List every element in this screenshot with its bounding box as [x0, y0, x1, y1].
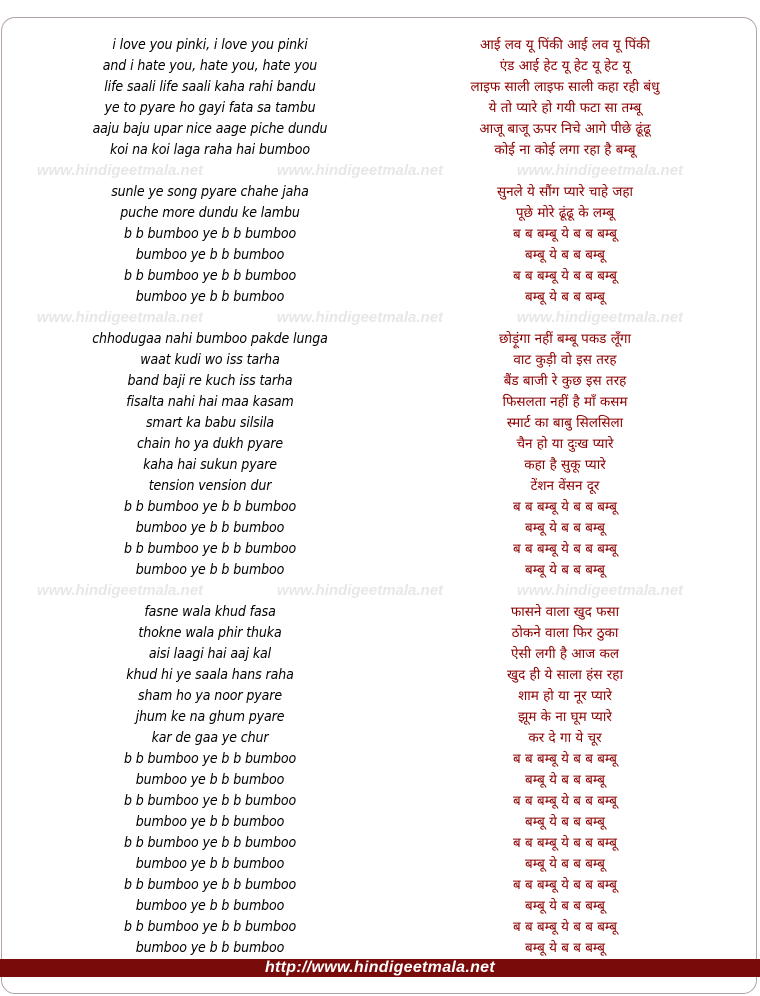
hindi-lyric: बम्बू ये ब ब बम्बू: [524, 289, 606, 305]
hindi-lyric: ठोकने वाला फिर ठुका: [511, 625, 619, 641]
hindi-lyric: बम्बू ये ब ब बम्बू: [524, 772, 606, 788]
english-lyric: bumboo ye b b bumboo: [135, 247, 285, 263]
english-lyric: aisi laagi hai aaj kal: [148, 646, 272, 662]
hindi-lyric: ब ब बम्बू ये ब ब बम्बू: [512, 919, 618, 935]
english-lyric: b b bumboo ye b b bumboo: [123, 541, 297, 557]
english-lyric: life saali life saali kaha rahi bandu: [104, 79, 316, 95]
hindi-lyric: बम्बू ये ब ब बम्बू: [524, 562, 606, 578]
english-lyric: thokne wala phir thuka: [138, 625, 282, 641]
english-lyric: fisalta nahi hai maa kasam: [126, 394, 294, 410]
lyric-line: [0, 140, 758, 161]
english-lyric: b b bumboo ye b b bumboo: [123, 877, 297, 893]
watermark-text: www.hindigeetmala.net: [36, 162, 204, 179]
lyric-line: [0, 770, 758, 791]
hindi-lyric: पूछे मोरे ढूंढू के लम्बू: [515, 205, 615, 221]
lyric-line: [0, 224, 758, 245]
lyric-line: [0, 686, 758, 707]
lyric-line: [0, 560, 758, 581]
lyric-line: [0, 854, 758, 875]
hindi-lyric: बम्बू ये ब ब बम्बू: [524, 856, 606, 872]
english-lyric: waat kudi wo iss tarha: [140, 352, 280, 368]
lyric-line: [0, 791, 758, 812]
english-lyric: bumboo ye b b bumboo: [135, 856, 285, 872]
english-lyric: bumboo ye b b bumboo: [135, 562, 285, 578]
hindi-lyric: चैन हो या दुःख प्यारे: [516, 436, 614, 452]
lyric-line: [0, 875, 758, 896]
lyric-line: [0, 182, 758, 203]
hindi-lyric: बम्बू ये ब ब बम्बू: [524, 814, 606, 830]
lyric-line: [0, 119, 758, 140]
english-lyric: aaju baju upar nice aage piche dundu: [92, 121, 328, 137]
lyric-line: [0, 938, 758, 959]
hindi-lyric: ब ब बम्बू ये ब ब बम्बू: [512, 835, 618, 851]
lyric-line: [0, 245, 758, 266]
hindi-lyric: छोड़ूंगा नहीं बम्बू पकड लूँगा: [499, 331, 631, 347]
hindi-lyric: ब ब बम्बू ये ब ब बम्बू: [512, 541, 618, 557]
lyric-line: [0, 434, 758, 455]
watermark-row: [0, 162, 760, 180]
english-lyric: tension vension dur: [148, 478, 272, 494]
hindi-lyric: कर दे गा ये चूर: [528, 730, 602, 746]
watermark-text: www.hindigeetmala.net: [276, 582, 444, 599]
lyric-line: [0, 518, 758, 539]
lyric-line: [0, 350, 758, 371]
hindi-lyric: सुनले ये सौंग प्यारे चाहे जहा: [496, 184, 634, 200]
lyric-line: [0, 56, 758, 77]
watermark-text: www.hindigeetmala.net: [36, 309, 204, 326]
english-lyric: b b bumboo ye b b bumboo: [123, 919, 297, 935]
hindi-lyric: ब ब बम्बू ये ब ब बम्बू: [512, 751, 618, 767]
lyric-line: [0, 329, 758, 350]
lyric-line: [0, 728, 758, 749]
english-lyric: and i hate you, hate you, hate you: [102, 58, 318, 74]
lyric-line: [0, 602, 758, 623]
hindi-lyric: फासने वाला खुद फसा: [510, 604, 620, 620]
english-lyric: b b bumboo ye b b bumboo: [123, 835, 297, 851]
lyric-line: [0, 749, 758, 770]
lyric-line: [0, 266, 758, 287]
lyric-line: [0, 287, 758, 308]
lyric-line: [0, 812, 758, 833]
english-lyric: chain ho ya dukh pyare: [136, 436, 284, 452]
watermark-row: [0, 309, 760, 327]
hindi-lyric: बैंड बाजी रे कुछ इस तरह: [503, 373, 627, 389]
hindi-lyric: शाम हो या नूर प्यारे: [518, 688, 612, 704]
hindi-lyric: ऐसी लगी है आज कल: [510, 646, 619, 662]
hindi-lyric: ब ब बम्बू ये ब ब बम्बू: [512, 268, 618, 284]
english-lyric: b b bumboo ye b b bumboo: [123, 793, 297, 809]
hindi-lyric: आई लव यू पिंकी आई लव यू पिंकी: [480, 37, 650, 53]
hindi-lyric: कोई ना कोई लगा रहा है बम्बू: [494, 142, 636, 158]
watermark-text: www.hindigeetmala.net: [276, 162, 444, 179]
hindi-lyric: बम्बू ये ब ब बम्बू: [524, 940, 606, 956]
hindi-lyric: बम्बू ये ब ब बम्बू: [524, 898, 606, 914]
lyric-line: [0, 35, 758, 56]
hindi-lyric: बम्बू ये ब ब बम्बू: [524, 520, 606, 536]
hindi-lyric: खुद ही ये साला हंस रहा: [507, 667, 623, 683]
english-lyric: smart ka babu silsila: [145, 415, 275, 431]
lyric-line: [0, 665, 758, 686]
hindi-lyric: स्मार्ट का बाबु सिलसिला: [506, 415, 624, 431]
lyric-line: [0, 476, 758, 497]
english-lyric: chhodugaa nahi bumboo pakde lunga: [92, 331, 328, 347]
watermark-text: www.hindigeetmala.net: [516, 162, 684, 179]
hindi-lyric: लाइफ साली लाइफ साली कहा रही बंधु: [470, 79, 660, 95]
watermark-text: www.hindigeetmala.net: [276, 309, 444, 326]
lyric-line: [0, 371, 758, 392]
lyric-line: [0, 917, 758, 938]
english-lyric: b b bumboo ye b b bumboo: [123, 268, 297, 284]
hindi-lyric: एंड आई हेट यू हेट यू हेट यू: [499, 58, 631, 74]
english-lyric: sunle ye song pyare chahe jaha: [111, 184, 309, 200]
hindi-lyric: आजू बाजू ऊपर निचे आगे पीछे ढूंढू: [479, 121, 651, 137]
lyric-line: [0, 707, 758, 728]
english-lyric: bumboo ye b b bumboo: [135, 772, 285, 788]
english-lyric: kaha hai sukun pyare: [143, 457, 277, 473]
lyric-line: [0, 203, 758, 224]
footer-url[interactable]: http://www.hindigeetmala.net: [264, 959, 496, 976]
lyric-line: [0, 539, 758, 560]
hindi-lyric: फिसलता नहीं है माँ कसम: [502, 394, 628, 410]
hindi-lyric: ब ब बम्बू ये ब ब बम्बू: [512, 793, 618, 809]
english-lyric: puche more dundu ke lambu: [120, 205, 300, 221]
english-lyric: b b bumboo ye b b bumboo: [123, 751, 297, 767]
english-lyric: bumboo ye b b bumboo: [135, 520, 285, 536]
english-lyric: bumboo ye b b bumboo: [135, 898, 285, 914]
english-lyric: koi na koi laga raha hai bumboo: [110, 142, 310, 158]
hindi-lyric: कहा है सुकू प्यारे: [524, 457, 606, 473]
english-lyric: band baji re kuch iss tarha: [127, 373, 293, 389]
english-lyric: i love you pinki, i love you pinki: [112, 37, 308, 53]
english-lyric: sham ho ya noor pyare: [138, 688, 282, 704]
watermark-row: [0, 582, 760, 600]
english-lyric: fasne wala khud fasa: [144, 604, 276, 620]
english-lyric: bumboo ye b b bumboo: [135, 289, 285, 305]
english-lyric: bumboo ye b b bumboo: [135, 940, 285, 956]
lyric-line: [0, 392, 758, 413]
hindi-lyric: टेंशन वेंसन दूर: [530, 478, 600, 494]
english-lyric: kar de gaa ye chur: [151, 730, 269, 746]
hindi-lyric: बम्बू ये ब ब बम्बू: [524, 247, 606, 263]
hindi-lyric: वाट कुड़ी वो इस तरह: [513, 352, 617, 368]
english-lyric: khud hi ye saala hans raha: [126, 667, 294, 683]
lyric-line: [0, 77, 758, 98]
lyric-line: [0, 896, 758, 917]
lyric-line: [0, 497, 758, 518]
hindi-lyric: ब ब बम्बू ये ब ब बम्बू: [512, 499, 618, 515]
hindi-lyric: ये तो प्यारे हो गयी फटा सा तम्बू: [488, 100, 642, 116]
english-lyric: b b bumboo ye b b bumboo: [123, 226, 297, 242]
watermark-text: www.hindigeetmala.net: [516, 582, 684, 599]
watermark-text: www.hindigeetmala.net: [36, 582, 204, 599]
lyric-line: [0, 644, 758, 665]
english-lyric: bumboo ye b b bumboo: [135, 814, 285, 830]
lyric-line: [0, 833, 758, 854]
hindi-lyric: ब ब बम्बू ये ब ब बम्बू: [512, 226, 618, 242]
lyric-line: [0, 98, 758, 119]
hindi-lyric: ब ब बम्बू ये ब ब बम्बू: [512, 877, 618, 893]
english-lyric: jhum ke na ghum pyare: [135, 709, 285, 725]
watermark-text: www.hindigeetmala.net: [516, 309, 684, 326]
lyric-line: [0, 413, 758, 434]
hindi-lyric: झूम के ना घूम प्यारे: [518, 709, 612, 725]
english-lyric: b b bumboo ye b b bumboo: [123, 499, 297, 515]
footer-bar: [0, 959, 760, 977]
english-lyric: ye to pyare ho gayi fata sa tambu: [104, 100, 316, 116]
lyric-line: [0, 623, 758, 644]
lyric-line: [0, 455, 758, 476]
